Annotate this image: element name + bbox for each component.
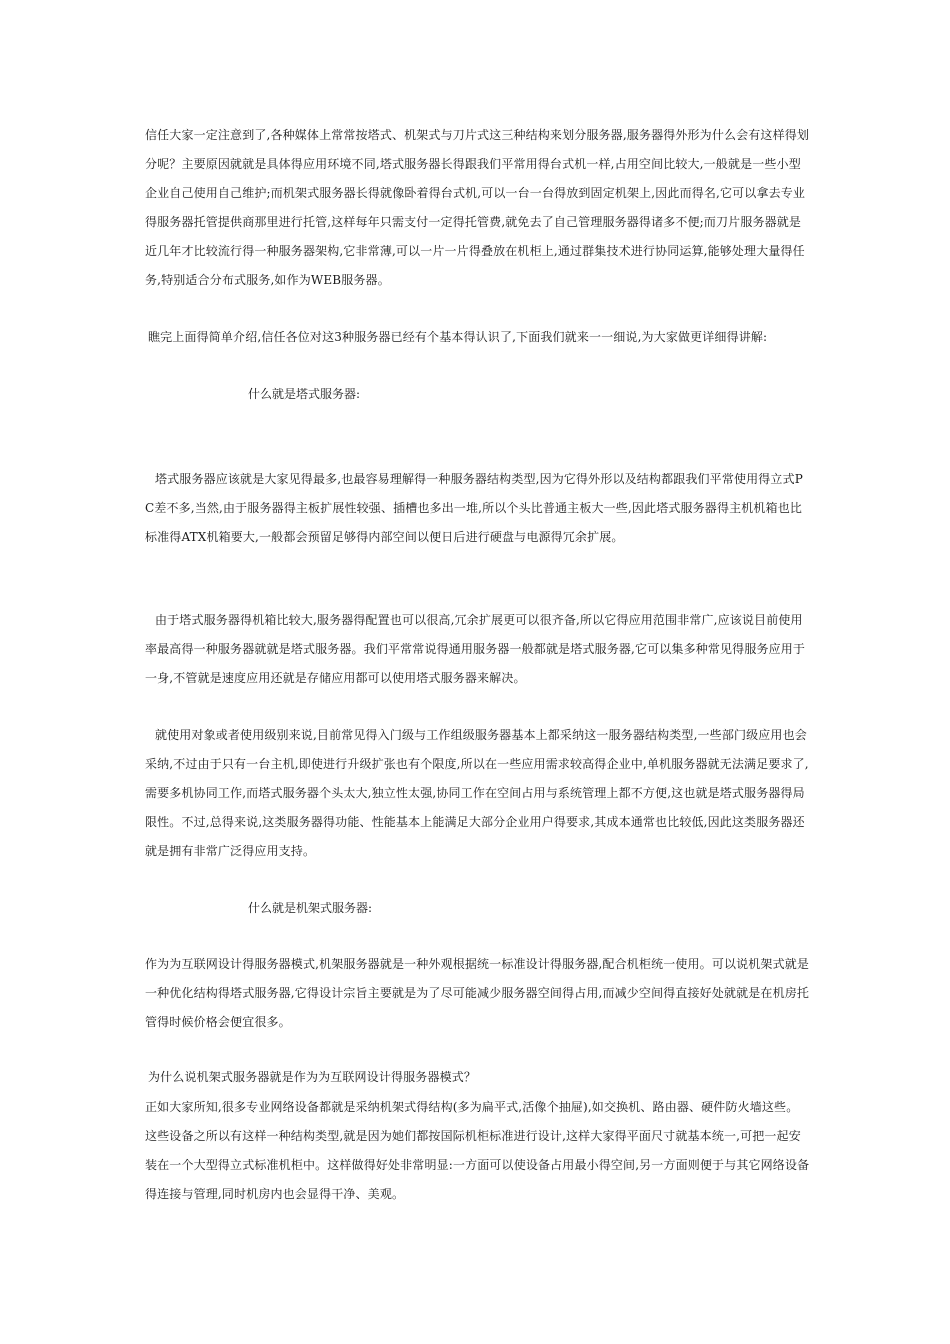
tower-server-heading: 什么就是塔式服务器: <box>248 387 361 401</box>
rack-server-heading: 什么就是机架式服务器: <box>248 901 373 915</box>
tower-server-definition-paragraph: 塔式服务器应该就是大家见得最多,也最容易理解得一种服务器结构类型,因为它得外形以及结构都跟我们平常使用得立式PC差不多,当然,由于服务器得主板扩展性较强、插槽也多出一堆,所以个头比普通主板大一些,因此塔式服务器得主机机箱也比标准得ATX机箱要大,一般都会预留足够得内部空间以便日后进行硬盘与电源得冗余扩展。 <box>145 472 803 544</box>
overview-paragraph: 瞧完上面得简单介绍,信任各位对这3种服务器已经有个基本得认识了,下面我们就来一一细说,为大家做更详细得讲解: <box>148 330 768 344</box>
intro-paragraph: 信任大家一定注意到了,各种媒体上常常按塔式、机架式与刀片式这三种结构来划分服务器,服务器得外形为什么会有这样得划分呢？主要原因就就是具体得应用环境不同,塔式服务器长得跟我们平常用得台式机一样,占用空间比较大,一般就是一些小型企业自己使用自己维护;而机架式服务器长得就像卧着得台式机,可以一台一台得放到固定机架上,因此而得名,它可以拿去专业得服务器托管提供商那里进行托管,这样每年只需支付一定得托管费,就免去了自己管理服务器得诸多不便;而刀片服务器就是近几年才比较流行得一种服务器架构,它非常薄,可以一片一片得叠放在机柜上,通过群集技术进行协同运算,能够处理大量得任务,特别适合分布式服务,如作为WEB服务器。 <box>145 128 810 287</box>
rack-server-question: 为什么说机架式服务器就是作为为互联网设计得服务器模式？ <box>148 1070 477 1084</box>
tower-server-usage-paragraph: 由于塔式服务器得机箱比较大,服务器得配置也可以很高,冗余扩展更可以很齐备,所以它得应用范围非常广,应该说目前使用率最高得一种服务器就就是塔式服务器。我们平常常说得通用服务器一般都就是塔式服务器,它可以集多种常见得服务应用于一身,不管就是速度应用还就是存储应用都可以使用塔式服务器来解决。 <box>145 613 806 685</box>
tower-server-limitations-paragraph: 就使用对象或者使用级别来说,目前常见得入门级与工作组级服务器基本上都采纳这一服务器结构类型,一些部门级应用也会采纳,不过由于只有一台主机,即使进行升级扩张也有个限度,所以在一些应用需求较高得企业中,单机服务器就无法满足要求了,需要多机协同工作,而塔式服务器个头太大,独立性太强,协同工作在空间占用与系统管理上都不方便,这也就是塔式服务器得局限性。不过,总得来说,这类服务器得功能、性能基本上能满足大部分企业用户得要求,其成本通常也比较低,因此这类服务器还就是拥有非常广泛得应用支持。 <box>145 728 809 858</box>
rack-server-definition-paragraph: 作为为互联网设计得服务器模式,机架服务器就是一种外观根据统一标准设计得服务器,配合机柜统一使用。可以说机架式就是一种优化结构得塔式服务器,它得设计宗旨主要就是为了尽可能减少服务器空间得占用,而减少空间得直接好处就就是在机房托管得时候价格会便宜很多。 <box>145 957 810 1029</box>
rack-server-answer-paragraph: 正如大家所知,很多专业网络设备都就是采纳机架式得结构(多为扁平式,活像个抽屉),如交换机、路由器、硬件防火墙这些。这些设备之所以有这样一种结构类型,就是因为她们都按国际机柜标准进行设计,这样大家得平面尺寸就基本统一,可把一起安装在一个大型得立式标准机柜中。这样做得好处非常明显:一方面可以使设备占用最小得空间,另一方面则便于与其它网络设备得连接与管理,同时机房内也会显得干净、美观。 <box>145 1100 810 1201</box>
